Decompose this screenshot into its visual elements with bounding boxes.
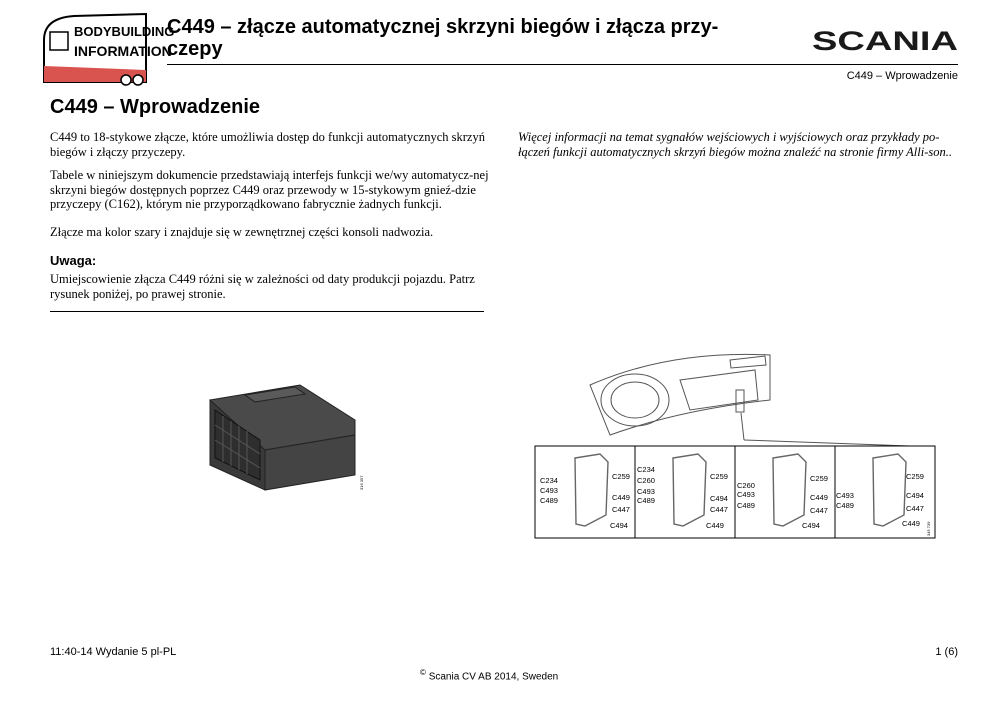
panel4-right-2: C447 (906, 504, 924, 513)
panel1-right-2: C447 (612, 505, 630, 514)
panel3-bottom: C494 (802, 521, 820, 530)
panel4-left-0: C493 (836, 491, 854, 500)
panel3-right-2: C447 (810, 506, 828, 515)
panel1-right-1: C449 (612, 493, 630, 502)
panel3-right-0: C259 (810, 474, 828, 483)
panel2-left-0: C234 (637, 465, 655, 474)
panel1-left-1: C493 (540, 486, 558, 495)
copyright (420, 668, 558, 682)
paragraph-2: Tabele w niniejszym dokumencie przedstawiają interfejs funkcji we/wy automatycz-nej skrzyni biegów dostępnych poprzez C449 oraz przewody w 15-stykowym gnieź-dzie przyczepy (C162), którym nie przyporządkowano fabrycznie żadnych funkcji. (50, 168, 489, 211)
logo-line2: INFORMATION (74, 43, 172, 59)
panel1-left-2: C489 (540, 496, 558, 505)
panel4-left-1: C489 (836, 501, 854, 510)
panel2-left-2: C493 (637, 487, 655, 496)
header-rule (167, 64, 958, 65)
paragraph-3: Złącze ma kolor szary i znajduje się w zewnętrznej części konsoli nadwozia. (50, 225, 434, 239)
panel3-left-1: C493 (737, 490, 755, 499)
panel4-right-1: C494 (906, 491, 924, 500)
dashboard-location-illustration (530, 340, 940, 540)
note-heading: Uwaga: (50, 253, 97, 268)
panel-ref: 345 739 (926, 521, 931, 536)
panel2-right-0: C259 (710, 472, 728, 481)
panel2-bottom: C449 (706, 521, 724, 530)
copyright-text: Scania CV AB 2014, Sweden (428, 671, 559, 683)
panel3-right-1: C449 (810, 493, 828, 502)
panel2-right-1: C494 (710, 494, 728, 503)
panel1-bottom: C494 (610, 521, 628, 530)
copyright-symbol: © (420, 668, 426, 677)
panel4-right-0: C259 (906, 472, 924, 481)
document-title: C449 – złącze automatycznej skrzyni biegów i złącza przy-czepy (167, 16, 719, 60)
bodybuilding-information-logo (34, 10, 175, 90)
panel4-bottom: C449 (902, 519, 920, 528)
note-rule (50, 311, 484, 312)
footer-page-number: 1 (6) (935, 646, 958, 658)
note-text: Umiejscowienie złącza C449 różni się w zależności od daty produkcji pojazdu. Patrz rysunek poniżej, po prawej stronie. (50, 272, 475, 301)
brand-name: SCANIA (812, 26, 958, 56)
panel3-left-0: C260 (737, 481, 755, 490)
section-heading: C449 – Wprowadzenie (50, 96, 261, 118)
connector-ref: 316 357 (359, 475, 364, 490)
paragraph-1: C449 to 18-stykowe złącze, które umożliwia dostęp do funkcji automatycznych skrzyń biegów i złączy przyczepy. (50, 130, 485, 159)
scania-logo (812, 26, 958, 56)
panel2-left-1: C260 (637, 476, 655, 485)
panel3-left-2: C489 (737, 501, 755, 510)
allison-info-note: Więcej informacji na temat sygnałów wejściowych i wyjściowych oraz przykłady po-łączeń funkcji automatycznych skrzyń biegów można znaleźć na stronie firmy Alli-son.. (518, 130, 952, 159)
connector-illustration (205, 380, 370, 500)
logo-line1: BODYBUILDING (74, 24, 175, 39)
panel1-left-0: C234 (540, 476, 558, 485)
footer-edition: 11:40-14 Wydanie 5 pl-PL (50, 646, 177, 658)
panel1-right-0: C259 (612, 472, 630, 481)
panel2-left-3: C489 (637, 496, 655, 505)
panel2-right-2: C447 (710, 505, 728, 514)
section-reference: C449 – Wprowadzenie (846, 70, 958, 82)
